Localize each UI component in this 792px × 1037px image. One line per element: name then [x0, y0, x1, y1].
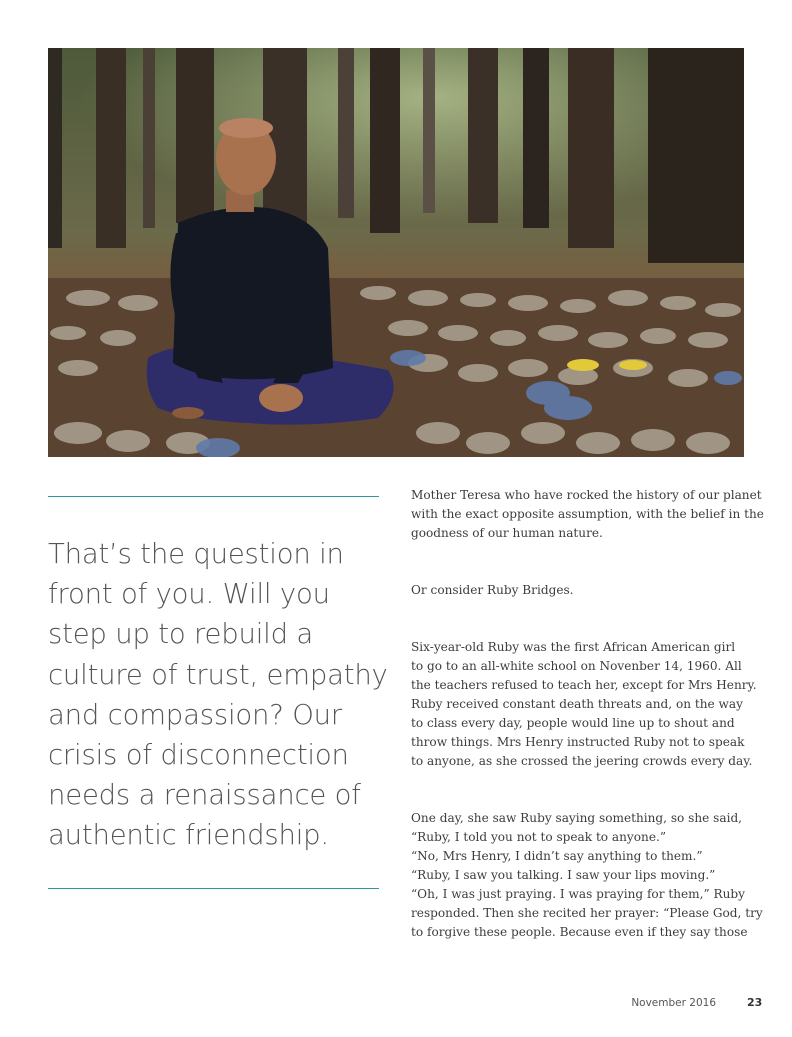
paragraph-six-year-old-ruby [411, 638, 757, 771]
text-line: Mother Teresa who have rocked the history of our planet [411, 488, 762, 502]
text-line: to forgive these people. Because even if they say those [411, 925, 748, 939]
paragraph-mother-teresa [411, 486, 764, 543]
pullquote-line: That’s the question in [48, 538, 344, 570]
text-line: Ruby received constant death threats and, on the way [411, 697, 743, 711]
pullquote-line: culture of trust, empathy [48, 658, 388, 691]
text-line: Or consider Ruby Bridges. [411, 583, 574, 597]
text-line: Six-year-old Ruby was the first African American girl [411, 640, 736, 654]
text-line: One day, she saw Ruby saying something, so she said, [411, 811, 743, 825]
text-line: “Oh, I was just praying. I was praying for them,” Ruby [411, 887, 745, 901]
text-line: to class every day, people would line up to shout and [411, 716, 735, 730]
text-line: responded. Then she recited her prayer: “Please God, try [411, 906, 763, 920]
text-line: to go to an all-white school on Novenber 14, 1960. All [411, 659, 742, 673]
pullquote-top-rule [48, 496, 379, 497]
text-line: “No, Mrs Henry, I didn’t say anything to them.” [411, 849, 703, 863]
pullquote-line: crisis of disconnection [48, 739, 349, 772]
text-line: to anyone, as she crossed the jeering crowds every day. [411, 754, 753, 768]
paragraph-one-day [411, 809, 763, 942]
page-number: 23 [747, 996, 763, 1009]
footer-date: November 2016 [631, 997, 716, 1009]
pullquote-line: and compassion? Our [48, 698, 342, 731]
text-line: the teachers refused to teach her, except for Mrs Henry. [411, 678, 757, 692]
text-line: “Ruby, I told you not to speak to anyone.” [411, 830, 667, 844]
man-meditating-in-forest-photo [48, 48, 744, 457]
pullquote-line: front of you. Will you [48, 578, 330, 611]
text-line: throw things. Mrs Henry instructed Ruby not to speak [411, 735, 745, 749]
pullquote-line: step up to rebuild a [48, 618, 314, 651]
pull-quote [48, 534, 388, 856]
text-line: goodness of our human nature. [411, 526, 603, 540]
pullquote-bottom-rule [48, 888, 379, 889]
text-line: “Ruby, I saw you talking. I saw your lips moving.” [411, 868, 716, 882]
pullquote-line: authentic friendship. [48, 819, 329, 852]
pullquote-line: needs a renaissance of [48, 779, 361, 812]
paragraph-ruby-bridges-intro [411, 581, 745, 600]
body-text-column [411, 486, 764, 942]
text-line: with the exact opposite assumption, with the belief in the [411, 507, 764, 521]
